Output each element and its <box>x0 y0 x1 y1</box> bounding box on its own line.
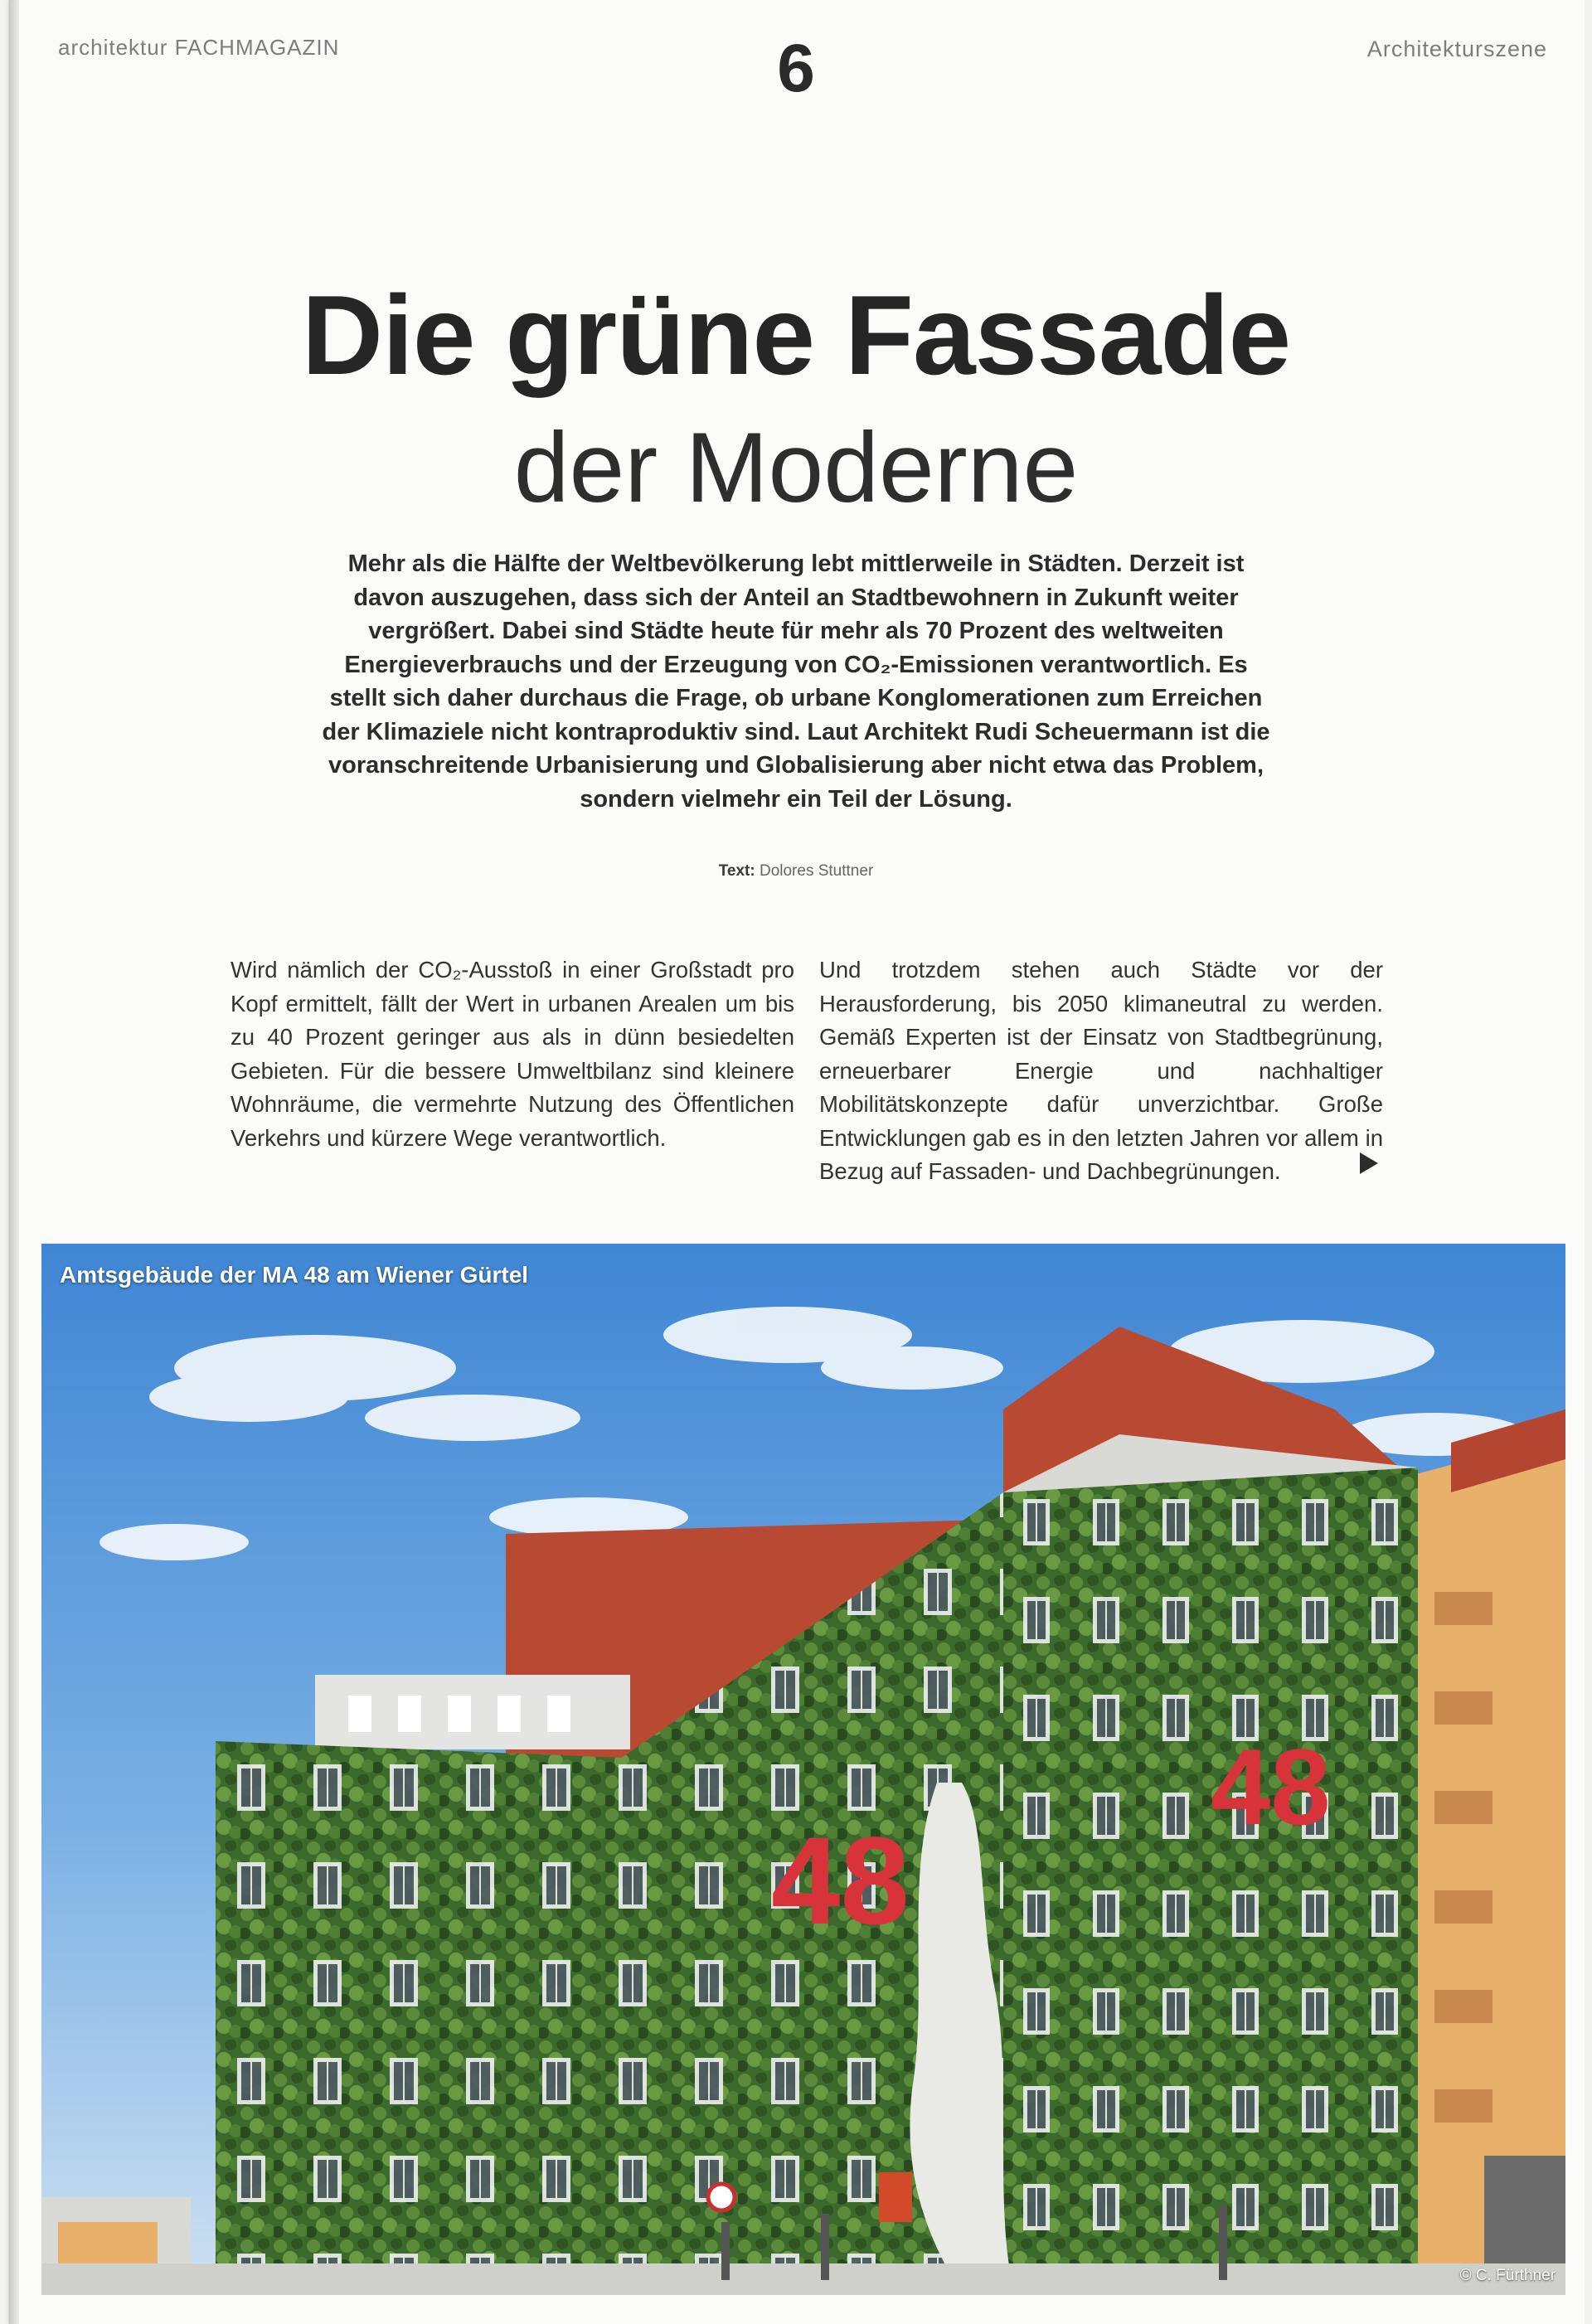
credit-label: Text: <box>718 862 755 880</box>
facade-number-left: 48 <box>771 1811 910 1950</box>
article-title: Die grüne Fassade <box>301 272 1291 398</box>
photo-copyright: © C. Fürthner <box>1459 2267 1556 2284</box>
author-credit <box>0 862 1592 881</box>
credit-author: Dolores Stuttner <box>759 862 874 880</box>
section-name: Architekturszene <box>1366 36 1547 61</box>
article-subtitle: der Moderne <box>513 412 1079 523</box>
article-lead: Mehr als die Hälfte der Weltbevölkerung lebt mittlerweile in Städten. Derzeit ist davon auszugehen, dass sich der Anteil an Stadtbewohnern in Zukunft weiter vergrößert. Dabei sind Städte heute für mehr als 70 Prozent des weltweiten Energieverbrauchs und der Erzeugung von CO₂-Emissionen verantwortlich. Es stellt sich daher durchaus die Frage, ob urbane Konglomerationen zum Erreichen der Klimaziele nicht kontraproduktiv sind. Laut Architekt Rudi Scheuermann ist die voranschreitende Urbanisierung und Globalisierung aber nicht etwa das Problem, sondern vielmehr ein Teil der Lösung. <box>322 551 1270 813</box>
green-facade-illustration <box>41 1244 1565 2295</box>
facade-number-right: 48 <box>1211 1726 1331 1847</box>
magazine-name: architektur FACHMAGAZIN <box>58 35 340 60</box>
continue-arrow-icon <box>1360 1152 1378 1174</box>
building-photo <box>41 1244 1565 2295</box>
body-column-right: Und trotzdem stehen auch Städte vor der Herausforderung, bis 2050 klimaneutral zu werden. Gemäß Experten ist der Einsatz von Stadtbegrünung, erneuerbarer Energie und nachhaltiger Mobilitätskonzepte dafür unverzichtbar. Große Entwicklungen gab es in den letzten Jahren vor allem in Bezug auf Fassaden- und Dachbegrünungen. <box>819 957 1383 1184</box>
body-column-left: Wird nämlich der CO₂-Ausstoß in einer Großstadt pro Kopf ermittelt, fällt der Wert in urbanen Arealen um bis zu 40 Prozent geringer aus als in dünn besiedelten Gebieten. Für die bessere Umweltbilanz sind kleinere Wohnräume, die vermehrte Nutzung des Öffentlichen Verkehrs und kürzere Wege verantwortlich. <box>231 957 794 1151</box>
photo-caption: Amtsgebäude der MA 48 am Wiener Gürtel <box>60 1262 529 1288</box>
page-number: 6 <box>777 31 815 106</box>
